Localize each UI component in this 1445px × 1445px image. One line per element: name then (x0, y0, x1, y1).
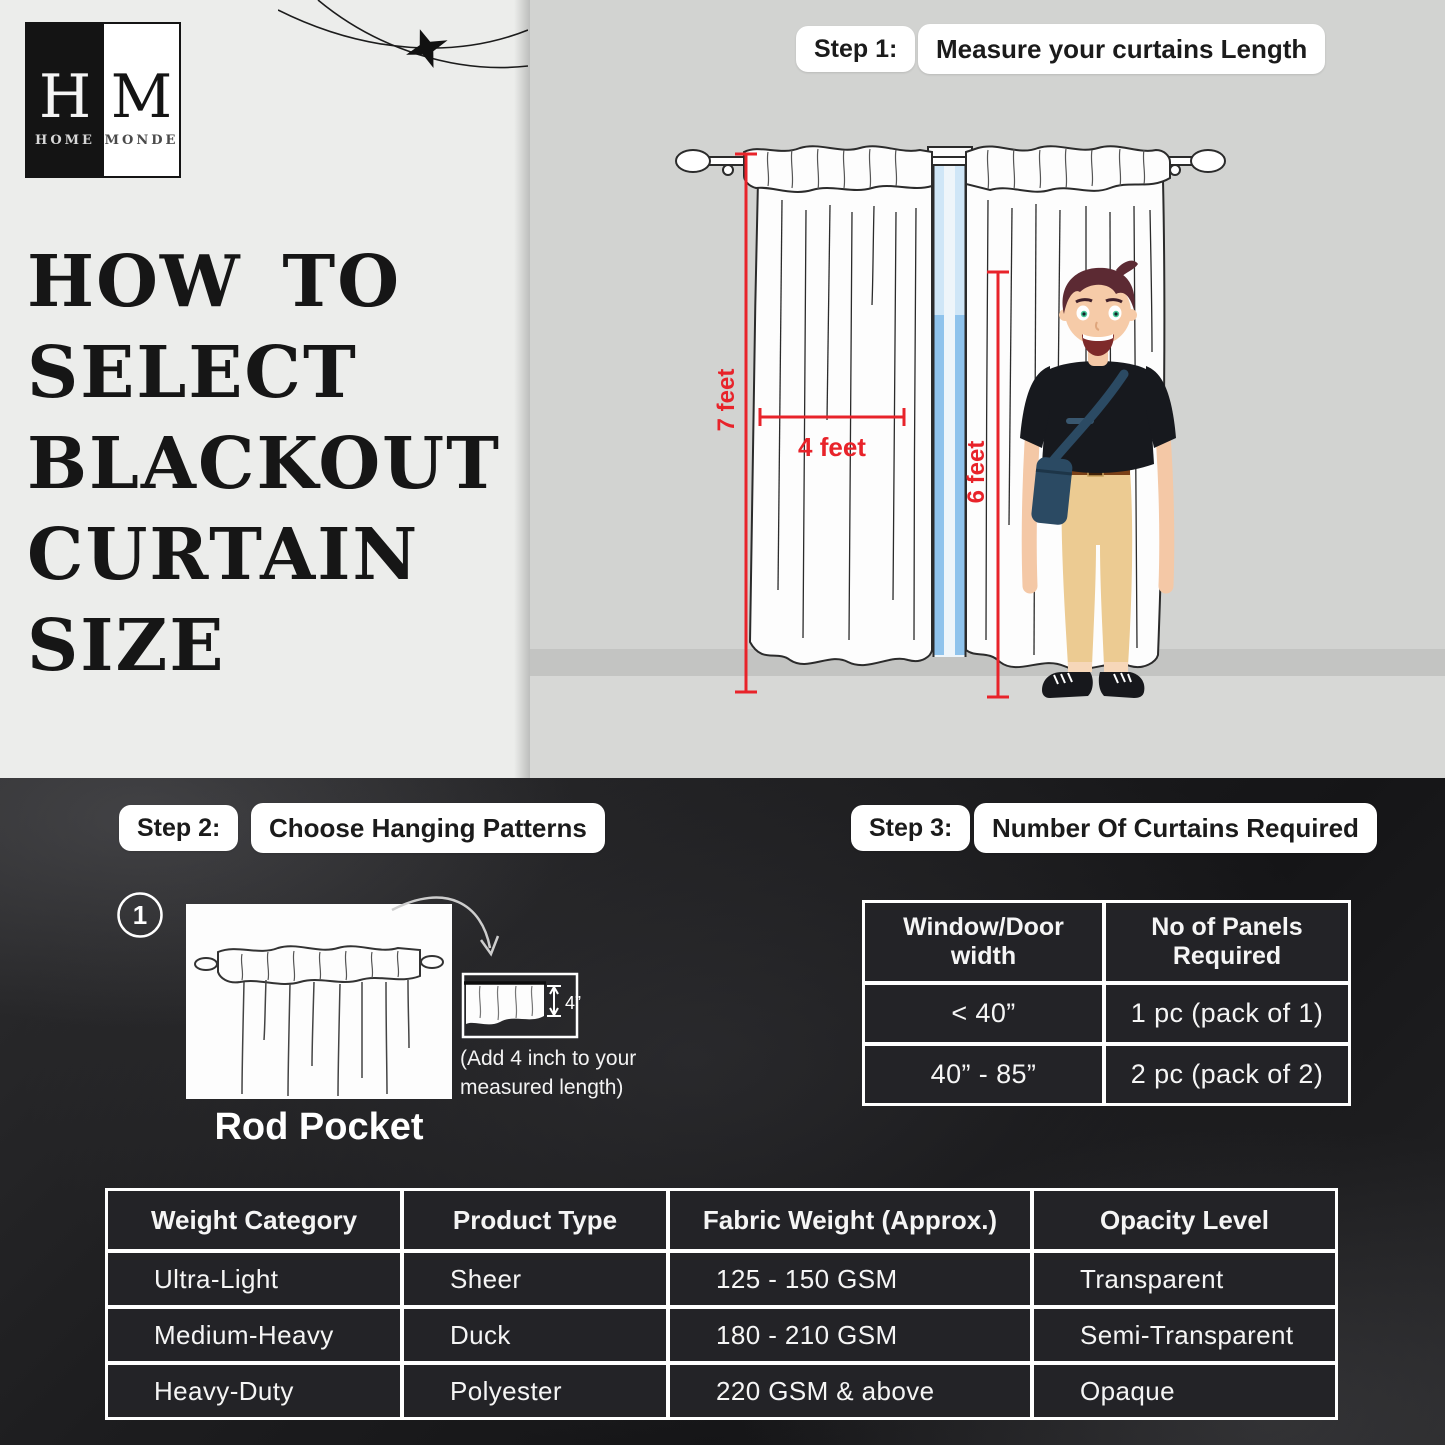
table-cell (670, 1253, 1030, 1305)
logo-word-home: HOME (35, 132, 95, 148)
cell-value: Polyester (450, 1375, 562, 1406)
cell-value: Transparent (1080, 1263, 1224, 1294)
inset-measure-label: 4” (565, 993, 582, 1013)
title-line: BLACKOUT (27, 421, 501, 505)
step3-label: Step 3: (869, 813, 953, 842)
header-product-type: Product Type (452, 1204, 618, 1235)
table-cell (108, 1365, 400, 1417)
panels-table-header (1106, 903, 1348, 981)
panels-table-header (865, 903, 1102, 981)
table-cell (1106, 985, 1348, 1042)
cell-value: Semi-Transparent (1080, 1319, 1294, 1350)
measure-label-height: 7 feet (713, 368, 740, 432)
table-cell (108, 1253, 400, 1305)
step1-text: Measure your curtains Length (936, 33, 1308, 64)
floor (530, 676, 1445, 778)
cell-value: Sheer (450, 1263, 522, 1294)
cell-value: Duck (450, 1319, 511, 1350)
table-cell (1034, 1309, 1335, 1361)
fabric-table-header (1034, 1191, 1335, 1249)
fabric-table-header (108, 1191, 400, 1249)
cell-panels-small: 1 pc (pack of 1) (1130, 998, 1324, 1028)
curtain-measurement-illustration (530, 0, 1445, 778)
fabric-weight-table (105, 1188, 1338, 1420)
brand-logo (25, 22, 181, 178)
table-cell (404, 1365, 666, 1417)
measure-label-person: 6 feet (963, 440, 990, 504)
cell-value: Heavy-Duty (154, 1375, 294, 1406)
title-line: SIZE (27, 603, 226, 687)
cell-value: 125 - 150 GSM (716, 1263, 898, 1294)
rod-pocket-note (460, 1044, 636, 1102)
cell-width-small: < 40” (951, 998, 1016, 1028)
cell-panels-large: 2 pc (pack of 2) (1130, 1059, 1324, 1089)
table-cell (670, 1365, 1030, 1417)
decorative-swirl (278, 0, 528, 88)
panels-required-table (862, 900, 1351, 1106)
left-brand-panel (0, 0, 530, 778)
rod-pocket-inset (463, 974, 581, 1037)
note-line-2: measured length) (460, 1076, 624, 1099)
header-fabric-weight: Fabric Weight (Approx.) (702, 1204, 998, 1235)
fabric-table-header (670, 1191, 1030, 1249)
step3-text: Number Of Curtains Required (992, 812, 1359, 843)
cell-value: 220 GSM & above (716, 1375, 935, 1406)
pattern-number: 1 (132, 900, 148, 930)
step3-label-pill (851, 805, 970, 851)
cell-value: 180 - 210 GSM (716, 1319, 898, 1350)
header-window-door-width: Window/Door width (903, 913, 1064, 970)
step1-text-pill (918, 24, 1325, 74)
step1-panel (530, 0, 1445, 778)
logo-letter-m: M (110, 61, 173, 132)
measure-label-width: 4 feet (798, 432, 866, 462)
header-weight-category: Weight Category (150, 1204, 358, 1235)
fabric-table-header (404, 1191, 666, 1249)
table-cell (865, 985, 1102, 1042)
step2-text: Choose Hanging Patterns (269, 812, 587, 843)
title-line: SELECT (27, 330, 358, 414)
note-line-1: (Add 4 inch to your (460, 1047, 637, 1070)
header-no-of-panels: No of Panels Required (1151, 913, 1303, 970)
table-cell (1106, 1046, 1348, 1103)
table-cell (670, 1309, 1030, 1361)
table-cell (1034, 1253, 1335, 1305)
table-cell (404, 1253, 666, 1305)
bottom-section (0, 778, 1445, 1445)
title-line: HOW TO (27, 239, 402, 323)
logo-monde-half (103, 24, 179, 176)
crossbody-bag (1031, 456, 1074, 525)
cell-value: Ultra-Light (154, 1263, 279, 1294)
page-title (27, 236, 501, 691)
cell-value: Medium-Heavy (154, 1319, 334, 1350)
logo-letter-h: H (38, 61, 92, 132)
header-opacity-level: Opacity Level (1099, 1204, 1270, 1235)
table-cell (865, 1046, 1102, 1103)
step1-label: Step 1: (814, 34, 898, 63)
step2-label-pill (119, 805, 238, 851)
title-line: CURTAIN (27, 512, 420, 596)
rod-pocket-card (186, 904, 452, 1099)
step1-label-pill (796, 26, 915, 72)
cell-value: Opaque (1080, 1375, 1175, 1406)
table-cell (404, 1309, 666, 1361)
step3-text-pill (974, 803, 1377, 853)
step2-label: Step 2: (137, 813, 221, 842)
table-cell (1034, 1365, 1335, 1417)
step2-text-pill (251, 803, 605, 853)
table-cell (108, 1309, 400, 1361)
pattern-name: Rod Pocket (214, 1106, 424, 1148)
logo-word-monde: MONDE (104, 132, 179, 148)
cell-width-large: 40” - 85” (930, 1059, 1037, 1089)
logo-home-half (27, 24, 103, 176)
